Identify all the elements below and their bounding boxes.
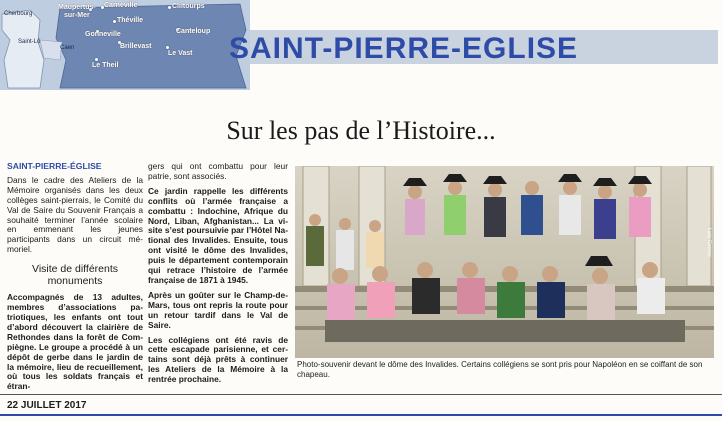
photo-illustration xyxy=(295,166,714,358)
footer-divider xyxy=(0,394,722,395)
photo-credit: Lucy Garnier xyxy=(706,228,712,257)
location-map xyxy=(0,0,250,90)
map-label-brillevast: Brillevast xyxy=(120,43,152,50)
footer-accent-rule xyxy=(0,414,722,416)
article-headline: Sur les pas de l’Histoire... xyxy=(226,116,496,145)
article-dateline: SAINT-PIERRE-ÉGLISE xyxy=(7,161,102,171)
article-paragraph: Après un goûter sur le Champ-de-Mars, tous ont repris la route pour un retour tardif dans le Val de Saire. xyxy=(148,289,288,330)
map-label-saint-lo: Saint-Lô xyxy=(18,39,41,45)
map-marker xyxy=(95,58,98,61)
map-marker xyxy=(168,6,171,9)
article-lead: Dans le cadre des Ateliers de la Mémoire organisés dans les deux collèges saint-pierrais, le Comité du Val de Saire du Souvenir Français a souhaité terminer l’année scolaire en emmenant les jeunes participants dans un circuit mémoriel. xyxy=(7,174,143,255)
map-label-theville: Théville xyxy=(117,17,144,24)
article-subhead: Visite de différents monuments xyxy=(32,263,118,287)
map-label-gonneville: Gonneville xyxy=(85,31,121,38)
map-label-maupertus: Maupertus- sur-Mer xyxy=(58,4,96,19)
article-paragraph: gers qui ont combattu pour leur patrie, sont associés. xyxy=(148,161,288,181)
section-title: SAINT-PIERRE-EGLISE xyxy=(229,32,579,65)
photo-caption: Photo-souvenir devant le dôme des Invalides. Certains collégiens se sont pris pour Napoléon en se coiffant de son chapeau. xyxy=(297,360,703,379)
map-label-carneville: Carneville xyxy=(104,2,138,9)
map-label-canteloup: Canteloup xyxy=(176,28,211,35)
map-label-le-vast: Le Vast xyxy=(168,50,193,57)
article-paragraph: Ce jardin rappelle les différents conflits où l’armée française a combattu : Indochine, Afrique du Nord, Liban, Afghanistan... La visite s’est poursuivie par l’Hôtel National des Invalides. Ensuite, tous ont visité le dôme des Invalides, puis le département contemporain qui retrace l’histoire de l’armée française de 1871 à 1945. xyxy=(148,185,288,285)
map-label-caen: Caen xyxy=(60,45,75,51)
article-paragraph: Accompagnés de 13 adultes, membres d’associations patriotiques, les enfants ont tout d’abord découvert la clairière de Rethondes dans la forêt de Compiègne. Le groupe a procédé à un dépôt de gerbe dans le jardin de la mémoire, lieu de recueillement, où tous les soldats français et étran- xyxy=(7,292,143,392)
article-paragraph: Les collégiens ont été ravis de cette escapade parisienne, et certains sont déjà prêts à continuer les Ateliers de la Mémoire à la rentrée prochaine. xyxy=(148,334,288,385)
article-column-1 xyxy=(7,162,143,397)
article-column-2 xyxy=(148,162,288,390)
map-marker xyxy=(166,46,169,49)
map-label-cliltourps: Cliltourps xyxy=(172,3,205,10)
map-label-cherbourg: Cherbourg xyxy=(4,11,33,17)
map-label-le-theil: Le Theil xyxy=(92,62,119,69)
map-marker xyxy=(113,20,116,23)
issue-date: 22 JUILLET 2017 xyxy=(7,400,87,411)
group-photo xyxy=(295,166,714,358)
